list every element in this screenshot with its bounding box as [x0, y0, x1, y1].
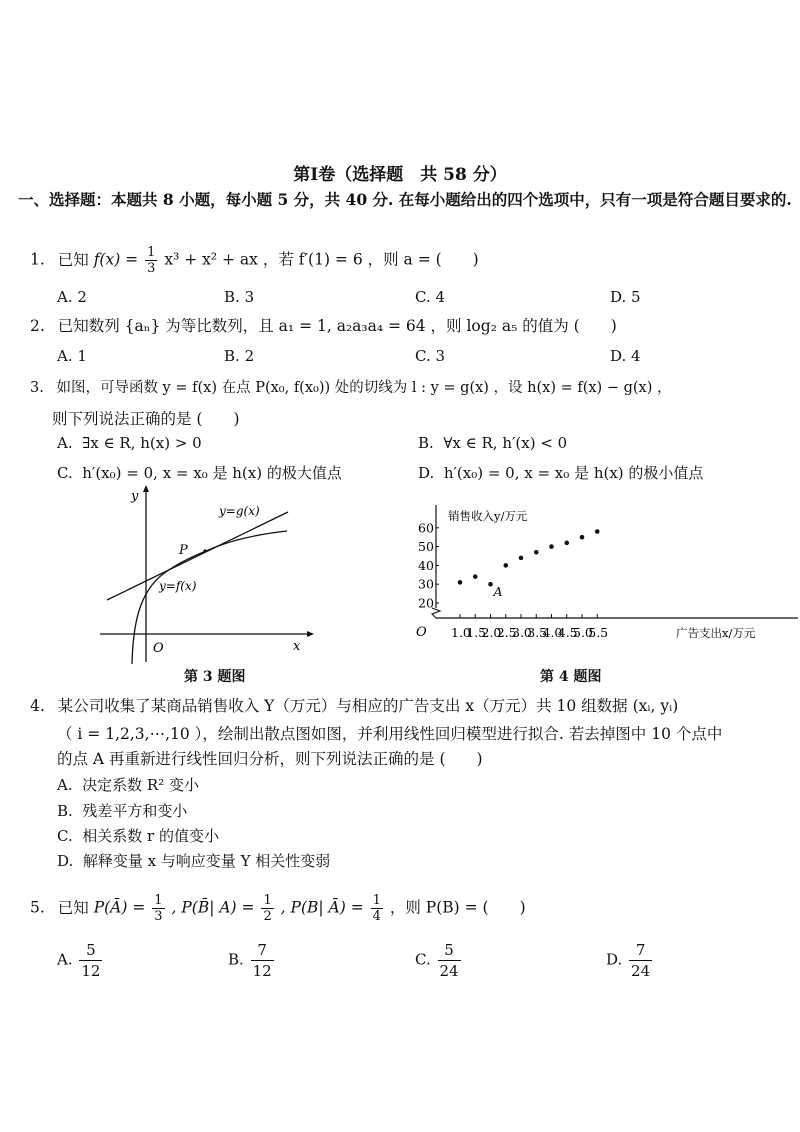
- question-number: 2.: [30, 317, 45, 335]
- question-5-p2: , P(B̄| A) =: [171, 898, 255, 917]
- option-a[interactable]: [57, 940, 104, 981]
- option-letter: C.: [415, 950, 431, 969]
- figure-3-caption: 第 3 题图: [184, 669, 246, 685]
- option-c[interactable]: [415, 940, 463, 981]
- label-f: y=f(x): [159, 579, 197, 593]
- data-point: [534, 550, 539, 555]
- option-b[interactable]: B. 3: [224, 288, 255, 306]
- fraction-denominator: 3: [147, 261, 156, 276]
- data-point: [564, 541, 569, 546]
- option-fraction: $\frac{7}{12}$: [252, 941, 272, 980]
- figure-4-caption: 第 4 题图: [540, 669, 602, 685]
- option-letter: A.: [57, 950, 73, 969]
- x-tick-label: 4.5: [557, 625, 578, 640]
- option-letter: D.: [606, 950, 623, 969]
- option-c[interactable]: C. 3: [415, 347, 446, 365]
- option-c[interactable]: C. 相关系数 r 的值变小: [57, 827, 219, 845]
- question-3-line2: 则下列说法正确的是 ( ): [52, 410, 240, 428]
- option-b[interactable]: [228, 940, 276, 981]
- label-y: y: [131, 489, 139, 504]
- label-g: y=g(x): [219, 504, 260, 518]
- y-axis-arrow: [143, 485, 149, 492]
- data-point: [595, 529, 600, 534]
- x-axis-label: 广告支出x/万元: [676, 626, 756, 640]
- x-tick-label: 1.5: [466, 625, 487, 640]
- data-point: [473, 574, 478, 579]
- x-tick-label: 5.0: [573, 625, 593, 640]
- data-point: [503, 563, 508, 568]
- option-a[interactable]: A. 决定系数 R² 变小: [57, 776, 200, 794]
- fraction-numerator: 1: [263, 893, 272, 908]
- option-c[interactable]: C. 4: [415, 288, 446, 306]
- question-5-post: ，则 P(B) = ( ): [389, 898, 526, 917]
- fraction-2: [261, 893, 273, 924]
- question-4: [30, 695, 678, 717]
- fraction-3: [371, 893, 383, 924]
- question-number: 3.: [30, 380, 44, 396]
- y-axis-label: 销售收入y/万元: [448, 509, 528, 523]
- figure-3-graph: [95, 482, 315, 667]
- fraction-1: [152, 893, 164, 924]
- question-2: [30, 315, 617, 337]
- point-p: [203, 549, 206, 552]
- option-d[interactable]: D. 解释变量 x 与响应变量 Y 相关性变弱: [57, 852, 331, 870]
- x-tick-label: 1.0: [451, 625, 471, 640]
- y-tick-label: 60: [418, 520, 434, 536]
- option-b[interactable]: B. 2: [224, 347, 255, 365]
- y-tick-label: 30: [418, 576, 434, 592]
- question-4-line2: （ i = 1,2,3,⋯,10 ），绘制出散点图如图，并利用线性回归模型进行拟合. 若去掉图中 10 个点中: [57, 725, 723, 743]
- fraction-denominator: 3: [154, 909, 163, 924]
- fraction-numerator: 1: [147, 245, 156, 260]
- origin-label: O: [416, 625, 427, 640]
- question-number: 4.: [30, 697, 45, 715]
- fraction-numerator: 1: [154, 893, 163, 908]
- y-tick-label: 40: [418, 557, 434, 573]
- x-tick-label: 2.5: [496, 625, 517, 640]
- y-tick-label: 20: [418, 595, 434, 611]
- label-origin: O: [153, 641, 164, 656]
- question-3: [30, 377, 671, 399]
- fraction-denominator: 4: [372, 909, 381, 924]
- option-a[interactable]: A. 2: [57, 288, 87, 306]
- question-number: 5.: [30, 898, 45, 917]
- data-point: [580, 535, 585, 540]
- option-a[interactable]: A. 1: [57, 347, 87, 365]
- question-5-p1: P(Ā) =: [93, 898, 146, 917]
- data-point: [488, 582, 493, 587]
- tangent-line-g: [107, 512, 288, 600]
- option-d[interactable]: [606, 940, 654, 981]
- figure-4-scatter-chart: [408, 500, 800, 650]
- option-fraction: $\frac{7}{24}$: [631, 941, 651, 980]
- question-1-post: x³ + x² + ax ，若 f′(1) = 6 ，则 a = ( ): [164, 250, 479, 269]
- data-point: [549, 544, 554, 549]
- question-5-p3: , P(B| Ā) =: [280, 898, 364, 917]
- question-2-text: 已知数列 {aₙ} 为等比数列，且 a₁ = 1, a₂a₃a₄ = 64 ，则 log₂ a₅ 的值为 ( ): [57, 317, 617, 335]
- question-5: [30, 893, 526, 924]
- y-tick-label: 50: [418, 539, 434, 555]
- question-3-line1: 如图，可导函数 y = f(x) 在点 P(x₀, f(x₀)) 处的切线为 l : y = g(x) ，设 h(x) = f(x) − g(x) ，: [56, 380, 672, 396]
- label-x: x: [293, 639, 301, 654]
- option-c[interactable]: C. h′(x₀) = 0, x = x₀ 是 h(x) 的极大值点: [57, 464, 342, 482]
- option-b[interactable]: B. 残差平方和变小: [57, 802, 188, 820]
- fraction-denominator: 2: [263, 909, 272, 924]
- data-point: [519, 556, 524, 561]
- section-heading: 一、选择题：本题共 8 小题，每小题 5 分，共 40 分. 在每小题给出的四个选项中，只有一项是符合题目要求的.: [18, 190, 792, 209]
- fraction-numerator: 1: [372, 893, 381, 908]
- data-point: [458, 580, 463, 585]
- x-tick-label: 3.0: [512, 625, 532, 640]
- label-p: P: [179, 543, 188, 558]
- option-d[interactable]: D. 4: [610, 347, 641, 365]
- x-tick-label: 4.0: [542, 625, 563, 640]
- question-4-line3: 的点 A 再重新进行线性回归分析，则下列说法正确的是 ( ): [57, 750, 483, 768]
- question-1-pre: 已知: [57, 250, 89, 269]
- question-number: 1.: [30, 250, 45, 269]
- option-d[interactable]: D. 5: [610, 288, 641, 306]
- x-tick-label: 3.5: [527, 625, 548, 640]
- x-tick-label: 2.0: [481, 625, 502, 640]
- option-d[interactable]: D. h′(x₀) = 0, x = x₀ 是 h(x) 的极小值点: [418, 464, 704, 482]
- question-4-line1: 某公司收集了某商品销售收入 Y（万元）与相应的广告支出 x（万元）共 10 组数据 (xᵢ, yᵢ): [57, 697, 679, 715]
- page-title: 第Ⅰ卷（选择题 共 58 分）: [293, 165, 507, 185]
- question-5-pre: 已知: [57, 898, 89, 917]
- x-axis-arrow: [307, 631, 314, 637]
- option-b[interactable]: B. ∀x ∈ R, h′(x) < 0: [418, 434, 568, 452]
- question-1-fraction: [145, 245, 157, 276]
- question-1: [30, 245, 479, 276]
- question-1-func: f(x) =: [93, 250, 139, 269]
- option-letter: B.: [228, 950, 244, 969]
- option-fraction: $\frac{5}{24}$: [439, 941, 459, 980]
- option-fraction: $\frac{5}{12}$: [81, 941, 101, 980]
- option-a[interactable]: A. ∃x ∈ R, h(x) > 0: [57, 434, 202, 452]
- point-label: A: [493, 584, 503, 600]
- x-tick-label: 5.5: [588, 625, 609, 640]
